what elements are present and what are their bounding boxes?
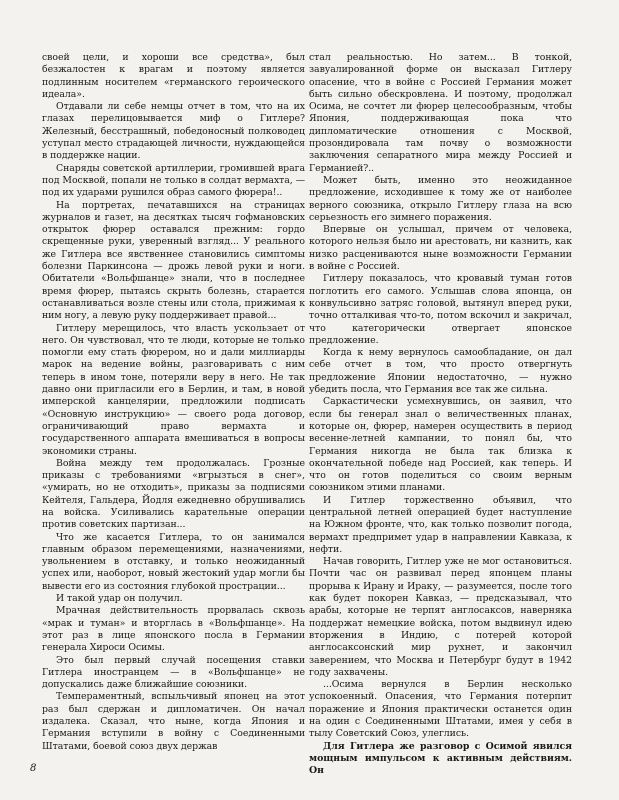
paragraph: Это был первый случай посещения ставки Гитлера иностранцем — в «Вольфшанце» не допускались даже ближайшие союзники. — [42, 654, 305, 691]
paragraph: И такой удар он получил. — [56, 593, 183, 605]
paragraph: Может быть, именно это неожиданное предложение, исходившее к тому же от наиболее верного союзника, открыло Гитлеру глаза на всю серьезность его зимнего поражения. — [309, 174, 572, 223]
right-column — [309, 52, 572, 778]
paragraph: Война между тем продолжалась. Грозные приказы с требованиями «вгрызться в снег», «умирать, но не отходить», приказы за подписями Кейтеля, Гальдера, Йодля ежедневно обрушивались на войска. Усиливались карательные операции против советских партизан... — [42, 457, 305, 531]
paragraph: Когда к нему вернулось самообладание, он дал себе отчет в том, что просто отвергнуть предложение Японии недостаточно, — нужно убедить посла, что Германия все так же сильна. — [309, 347, 572, 396]
paragraph: Отдавали ли себе немцы отчет в том, что на их глазах перелицовывается миф о Гитлере? Железный, бесстрашный, победоносный полководец уступал место страдающей личности, нуждающейся в поддержке нации. — [42, 101, 305, 162]
paragraph: Гитлеру мерещилось, что власть ускользает от него. Он чувствовал, что те люди, которые не только помогли ему стать фюрером, но и дали миллиарды марок на ведение войны, разговаривать с ним теперь в ином тоне, потеряли веру в него. Не так давно они пригласили его в Берлин, и там, в новой имперской канцелярии, предложили подписать «Основную инструкцию» — своего рода договор, ограничивающий право вермахта и государственного аппарата вмешиваться в вопросы экономики страны. — [42, 322, 305, 457]
paragraph: Впервые он услышал, причем от человека, которого нельзя было ни арестовать, ни казнить, как низко расцениваются ныне возможности Германии в войне с Россией. — [309, 224, 572, 273]
paragraph: Для Гитлера же разговор с Осимой явился мощным импульсом к активным действиям. Он — [309, 740, 572, 777]
left-column — [42, 52, 305, 753]
page-number: 8 — [30, 763, 37, 774]
paragraph: ...Осима вернулся в Берлин несколько успокоенный. Опасения, что Германия потерпит поражение и Япония практически останется один на один с Соединенными Штатами, имея у себя в тылу Советский Союз, улеглись. — [309, 679, 572, 740]
paragraph: Темпераментный, вспыльчивый японец на этот раз был сдержан и дипломатичен. Он начал издалека. Сказал, что ныне, когда Япония и Германия вступили в войну с Соединенными Штатами, боевой союз двух держав — [42, 691, 305, 752]
paragraph: стал реальностью. Но затем... В тонкой, завуалированной форме он высказал Гитлеру опасение, что в войне с Россией Германия может быть сильно обескровлена. И поэтому, продолжал Осима, не сочтет ли фюрер целесообразным, чтобы Япония, поддерживающая пока что дипломатические отношения с Москвой, прозондировала там почву о возможности заключения сепаратного мира между Россией и Германией?.. — [309, 52, 572, 174]
paragraph: Что же касается Гитлера, то он занимался главным образом перемещениями, назначениями, увольнением в отставку, и только неожиданный успех или, наоборот, новый жестокий удар могли бы вывести его из состояния глубокой прострации... — [42, 531, 305, 592]
paragraph: На портретах, печатавшихся на страницах журналов и газет, на десятках тысяч гофмановских открыток фюрер оставался прежним: гордо скрещенные руки, уверенный взгляд... У реального же Гитлера все явственнее становились симптомы болезни Паркинсона — дрожь левой руки и ноги. Обитатели «Вольфшанце» знали, что в последнее время фюрер, пытаясь скрыть болезнь, старается останавливаться возле стены или стола, прижимая к ним ногу, а левую руку поддерживает правой... — [42, 199, 305, 322]
paragraph: Мрачная действительность прорвалась сквозь «мрак и туман» и вторглась в «Вольфшанце». На этот раз в лице японского посла в Германии генерала Хироси Осимы. — [42, 605, 305, 654]
paragraph: И Гитлер торжественно объявил, что центральной летней операцией будет наступление на Южном фронте, что, как только позволит погода, вермахт предпримет удар в направлении Кавказа, к нефти. — [309, 494, 572, 555]
paragraph: своей цели, и хороши все средства», был безжалостен к врагам и поэтому является подлинным носителем «германского героического идеала». — [42, 52, 305, 100]
paragraph: Снаряды советской артиллерии, громившей врага под Москвой, попали не только в солдат вермахта, — под их ударами рушился образ самого фюрера!.. — [42, 162, 305, 199]
paragraph: Саркастически усмехнувшись, он заявил, что если бы генерал знал о величественных планах, которые он, фюрер, намерен осуществить в период весенне-летней кампании, то понял бы, что Германия никогда не была так близка к окончательной победе над Россией, как теперь. И что он готов поделиться со своим верным союзником этими планами. — [309, 396, 572, 494]
paragraph: Начав говорить, Гитлер уже не мог остановиться. Почти час он развивал перед японцем планы прорыва к Ирану и Ираку, — разумеется, после того как будет покорен Кавказ, — предсказывал, что арабы, которые не терпят англосаксов, наверняка поддержат немецкие войска, потом выдвинул идею вторжения в Индию, с потерей которой англосаксонский мир рухнет, и закончил заверением, что Москва и Петербург будут в 1942 году захвачены. — [309, 556, 572, 678]
paragraph: Гитлеру показалось, что кровавый туман готов поглотить его самого. Услышав слова японца, он конвульсивно затряс головой, вытянул вперед руки, точно отталкивая что-то, потом вскочил и закричал, что категорически отвергает японское предложение. — [309, 273, 572, 346]
